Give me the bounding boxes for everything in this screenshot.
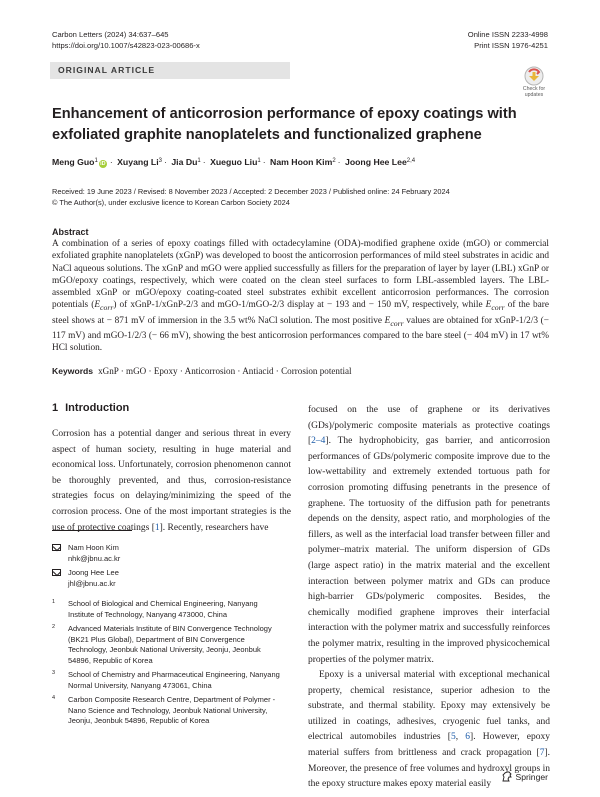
ecorr-subscript: corr [491,303,505,313]
intro-column-right [308,403,550,793]
author-separator: · [109,157,113,167]
intro-paragraph [308,403,550,668]
correspondent-email[interactable]: jhl@jbnu.ac.kr [68,578,116,588]
abstract-heading: Abstract [52,227,89,237]
ecorr-subscript: corr [100,303,114,313]
ecorr-symbol: E [94,300,100,311]
section-number: 1 [52,402,59,414]
body-text: ]. Recently, researchers have [159,522,269,533]
body-text: ]. The hydrophobicity, gas barrier, and anticorrosion performances of GDs/polymeric composite improve due to the low-wettability and extremely extended tortuous path for corrosion promoting diffusing penetrants in the presence of graphene. The tortuosity of the diffusion path for penetrants depends on the density, aspect ratio, and morphologies of the fillers, as well as the interfacial load transfer between filler and polymer–matrix material. The uniform dispersion of GDs (large aspect ratio) in the matrix material and the excellent interaction between polymer matrix and GDs can produce high-barrier GDs/polymeric composites. Besides, the chemically modified graphene improves their interfacial interaction with the polymer matrix and successfully reinforces the polymer matrix, resulting in the improved physicochemical properties of the polymer matrix. [308,436,550,665]
corresponding-author [52,543,272,564]
abstract-fragment: A combination of a series of epoxy coatings filled with octadecylamine (ODA)-modified graphene oxide (mGO) or commercial exfoliated graphite nanoplatelets (xGnP) was developed to boost the anticorrosion performances of mild steel substrates in acidic and NaCl aqueous solutions. The xGnP and mGO were applied successfully as fillers for the preparation of layer by layer (LBL) xGnP or mGO/epoxy coatings, respectively, which were coated on the clean steel surfaces to form LBL-assembled layers. The LBL-assembled xGnP or mGO/epoxy coating-coated steel substrates exhibit excellent anticorrosion performances. The corrosion potentials ( [52,239,549,311]
citation-link[interactable]: 1 [154,522,160,533]
author-affiliation-sup: 1 [257,158,261,164]
affiliation [52,670,282,691]
ecorr-symbol: E [485,300,492,311]
springer-horse-icon [501,771,513,782]
check-for-updates-badge[interactable] [519,66,549,98]
author-separator: · [262,157,266,167]
body-text: focused on the use of graphene or its derivatives (GDs)/polymeric composite materials as protective coatings [ [308,405,550,447]
updates-label: updates [524,92,544,98]
author-name[interactable]: Nam Hoon Kim [270,157,333,167]
corresponding-author [52,568,272,589]
citation-link[interactable]: 7 [539,748,545,759]
date-history: Received: 19 June 2023 / Revised: 8 November 2023 / Accepted: 2 December 2023 / Published online: 24 February 2024 [52,187,450,196]
check-for-label: Check for [522,86,546,92]
author-name[interactable]: Joong Hee Lee [344,157,407,167]
abstract-text [52,238,549,354]
citation-link[interactable]: 5 [450,732,456,743]
affiliation-text: Advanced Materials Institute of BIN Convergence Technology (BK21 Plus Global), Department of BIN Convergence Technology, Jeonbuk National University, Jeonju, Jeonbuk 54896, Republic of Korea [68,624,272,665]
publication-history [52,187,552,208]
author-affiliation-sup: 1 [94,158,98,164]
print-issn: Print ISSN 1976-4251 [474,40,548,50]
footnote-divider [52,530,132,531]
section-heading-introduction [52,402,136,414]
envelope-icon [52,544,61,551]
publisher-name: Springer [515,771,548,782]
doi-link[interactable]: https://doi.org/10.1007/s42823-023-00686-x [52,40,200,50]
affiliation-text: School of Chemistry and Pharmaceutical Engineering, Nanyang Normal University, Nanyang 473061, China [68,670,280,690]
publisher-logo [501,771,548,782]
affiliation-number: 3 [52,670,56,676]
keywords-label: Keywords [52,366,94,376]
author-affiliation-sup: 1 [197,158,201,164]
citation-link[interactable]: 6 [465,732,471,743]
body-text: ]. However, epoxy material suffers from brittleness and crack propagation [ [308,732,550,759]
body-text: Corrosion has a potential danger and serious threat in every aspect of human society, resulting in huge material and economical loss. Unfortunately, corrosion phenomenon cannot be thoroughly prevented, and thus, corrosion-resistance strategies focus on delaying/minimizing the speed of the corrosion process. One of the most important strategies is the use of protective coatings [ [52,429,291,533]
affiliation-number: 2 [52,624,56,630]
affiliation [52,624,282,666]
section-title: Introduction [65,402,130,414]
affiliation-number: 1 [52,599,56,605]
journal-citation: Carbon Letters (2024) 34:637–645 [52,30,169,39]
affiliation-number: 4 [52,695,56,701]
ecorr-subscript: corr [390,318,404,328]
running-header-right [468,30,548,51]
affiliation [52,599,282,620]
citation-link[interactable]: 2–4 [311,436,326,447]
keywords-list: xGnP · mGO · Epoxy · Anticorrosion · Antiacid · Corrosion potential [98,366,352,376]
correspondent-email[interactable]: nhk@jbnu.ac.kr [68,553,121,563]
correspondent-name: Joong Hee Lee [68,568,119,577]
body-text: Epoxy is a universal material with exceptional mechanical property, chemical resistance, superior adhesion to the substrate, and thermal stability. Epoxy may extensively be utilized in coatings, adhesives, cryogenic fuel tanks, and electrical automobiles industries [ [308,670,550,743]
check-for-updates-icon [524,66,544,86]
envelope-icon [52,569,61,576]
author-separator: · [337,157,341,167]
author-name[interactable]: Meng Guo [52,157,95,167]
orcid-icon[interactable]: iD [100,161,106,167]
abstract-fragment: values are obtained for xGnP-1/2/3 (− 117 mV) and mGO-1/2/3 (− 66 mV), showing the best anticorrosion performances compared to the bare steel (− 404 mV) in 17 wt% HCl solution. [52,315,549,354]
affiliation [52,695,282,727]
author-separator: · [164,157,167,167]
author-affiliation-sup: 3 [158,158,162,164]
article-type-label: ORIGINAL ARTICLE [50,62,290,79]
author-name[interactable]: Xueguo Liu [210,157,258,167]
author-affiliation-sup: 2 [332,158,336,164]
author-affiliation-sup: 2,4 [406,158,416,164]
author-name[interactable]: Jia Du [171,157,198,167]
abstract-fragment: ) of xGnP-1/xGnP-2/3 and mGO-1/mGO-2/3 display at − 193 and − 150 mV, respectively, while [113,300,486,311]
body-text: , [455,732,466,743]
body-text: ]. Moreover, the presence of free volumes and hydroxyl groups in the epoxy structure makes epoxy material easily [308,748,550,790]
author-separator: · [202,157,206,167]
author-list [52,155,552,168]
keywords [52,365,549,377]
abstract-fragment: of the bare steel shows at − 871 mV of immersion in the 3.5 wt% NaCl solution. The most positive [52,300,549,326]
correspondent-name: Nam Hoon Kim [68,543,119,552]
online-issn: Online ISSN 2233-4998 [467,30,548,39]
author-name[interactable]: Xuyang Li [117,157,159,167]
article-title: Enhancement of anticorrosion performance of epoxy coatings with exfoliated graphite nanoplatelets and functionalized graphene [52,106,517,143]
copyright-line: © The Author(s), under exclusive licence to Korean Carbon Society 2024 [52,197,290,207]
affiliation-text: Carbon Composite Research Centre, Department of Polymer - Nano Science and Technology, Jeonbuk National University, Jeonju, Jeonbuk 54896, Republic of Korea [68,695,276,725]
ecorr-symbol: E [384,315,391,326]
running-header-left [52,30,200,51]
intro-paragraph-left [52,427,291,536]
affiliation-text: School of Biological and Chemical Engineering, Nanyang Institute of Technology, Nanyang 473000, China [68,599,258,619]
